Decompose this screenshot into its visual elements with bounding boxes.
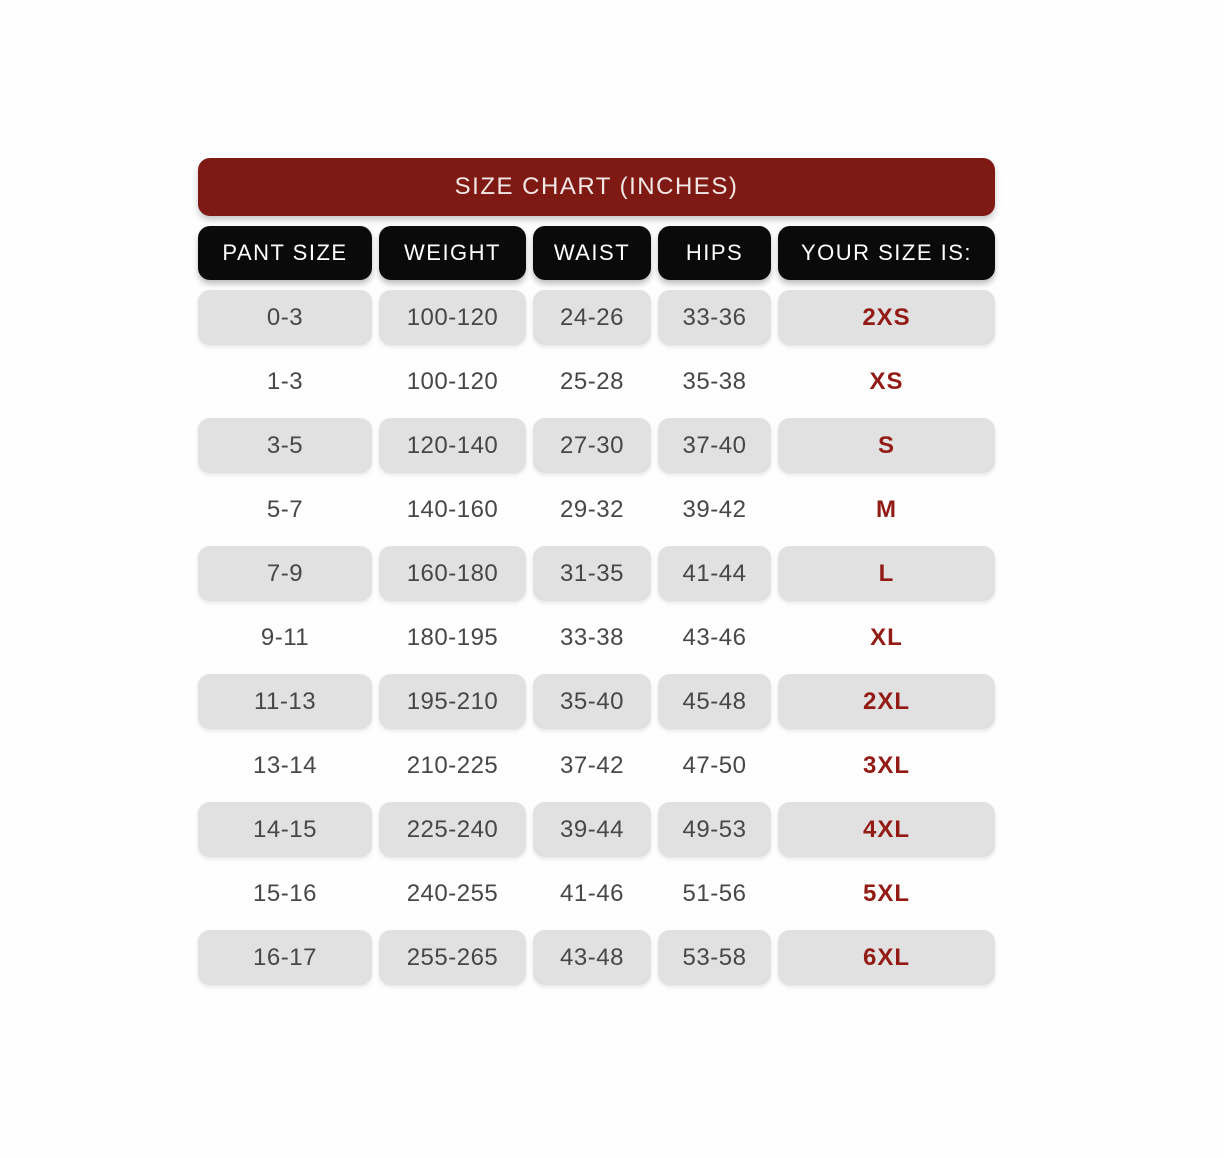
column-header-weight: WEIGHT	[379, 226, 526, 280]
table-cell-hips: 33-36	[658, 290, 771, 345]
table-cell-hips: 47-50	[682, 751, 747, 779]
table-cell-waist: 31-35	[533, 546, 651, 601]
table-row	[198, 290, 995, 345]
table-cell-pant-size: 0-3	[198, 290, 372, 345]
table-cell-hips: 39-42	[682, 495, 747, 523]
table-cell-weight: 140-160	[406, 495, 499, 523]
table-cell-weight: 240-255	[406, 879, 499, 907]
table-row	[198, 610, 995, 665]
table-cell-hips: 37-40	[658, 418, 771, 473]
table-cell-hips: 41-44	[658, 546, 771, 601]
table-cell-weight: 210-225	[406, 751, 499, 779]
table-cell-weight: 180-195	[406, 623, 499, 651]
table-cell-weight: 120-140	[379, 418, 526, 473]
table-cell-waist: 29-32	[560, 495, 624, 523]
table-cell-waist: 24-26	[533, 290, 651, 345]
table-cell-pant-size: 9-11	[260, 623, 310, 651]
table-cell-waist: 25-28	[560, 367, 624, 395]
table-row	[198, 866, 995, 921]
table-cell-hips: 45-48	[658, 674, 771, 729]
size-value-cell: L	[778, 546, 995, 601]
size-value-cell: 6XL	[778, 930, 995, 985]
size-value-cell: 2XS	[778, 290, 995, 345]
table-cell-weight: 195-210	[379, 674, 526, 729]
table-row	[198, 354, 995, 409]
table-cell-pant-size: 1-3	[266, 367, 304, 395]
table-cell-pant-size: 3-5	[198, 418, 372, 473]
table-cell-pant-size: 7-9	[198, 546, 372, 601]
size-value-cell: XS	[869, 367, 904, 395]
table-row	[198, 674, 995, 729]
table-cell-waist: 37-42	[560, 751, 624, 779]
table-cell-waist: 27-30	[533, 418, 651, 473]
size-chart-title: SIZE CHART (INCHES)	[198, 158, 995, 216]
table-cell-pant-size: 15-16	[253, 879, 317, 907]
column-header-waist: WAIST	[533, 226, 651, 280]
column-header-pant-size: PANT SIZE	[198, 226, 372, 280]
table-cell-waist: 41-46	[560, 879, 624, 907]
size-value-cell: 5XL	[862, 879, 910, 907]
size-value-cell: 3XL	[862, 751, 910, 779]
table-row	[198, 930, 995, 985]
size-table-rows	[198, 290, 995, 985]
table-cell-hips: 53-58	[658, 930, 771, 985]
table-cell-pant-size: 13-14	[253, 751, 317, 779]
table-cell-hips: 43-46	[682, 623, 747, 651]
table-cell-pant-size: 5-7	[266, 495, 304, 523]
size-value-cell: 4XL	[778, 802, 995, 857]
table-row	[198, 802, 995, 857]
table-cell-waist: 43-48	[533, 930, 651, 985]
size-value-cell: M	[876, 495, 897, 523]
table-cell-weight: 225-240	[379, 802, 526, 857]
table-row	[198, 418, 995, 473]
column-header-hips: HIPS	[658, 226, 771, 280]
size-value-cell: XL	[870, 623, 903, 651]
size-chart	[198, 158, 995, 994]
table-cell-hips: 51-56	[682, 879, 747, 907]
table-cell-waist: 35-40	[533, 674, 651, 729]
column-header-row	[198, 226, 995, 280]
table-cell-weight: 255-265	[379, 930, 526, 985]
table-cell-weight: 100-120	[379, 290, 526, 345]
table-row	[198, 546, 995, 601]
table-cell-hips: 35-38	[682, 367, 747, 395]
table-cell-pant-size: 14-15	[198, 802, 372, 857]
table-row	[198, 738, 995, 793]
table-row	[198, 482, 995, 537]
size-value-cell: S	[778, 418, 995, 473]
table-cell-weight: 160-180	[379, 546, 526, 601]
table-cell-pant-size: 16-17	[198, 930, 372, 985]
table-cell-waist: 39-44	[533, 802, 651, 857]
size-value-cell: 2XL	[778, 674, 995, 729]
column-header-your-size: YOUR SIZE IS:	[778, 226, 995, 280]
table-cell-weight: 100-120	[406, 367, 499, 395]
table-cell-hips: 49-53	[658, 802, 771, 857]
table-cell-waist: 33-38	[560, 623, 624, 651]
table-cell-pant-size: 11-13	[198, 674, 372, 729]
